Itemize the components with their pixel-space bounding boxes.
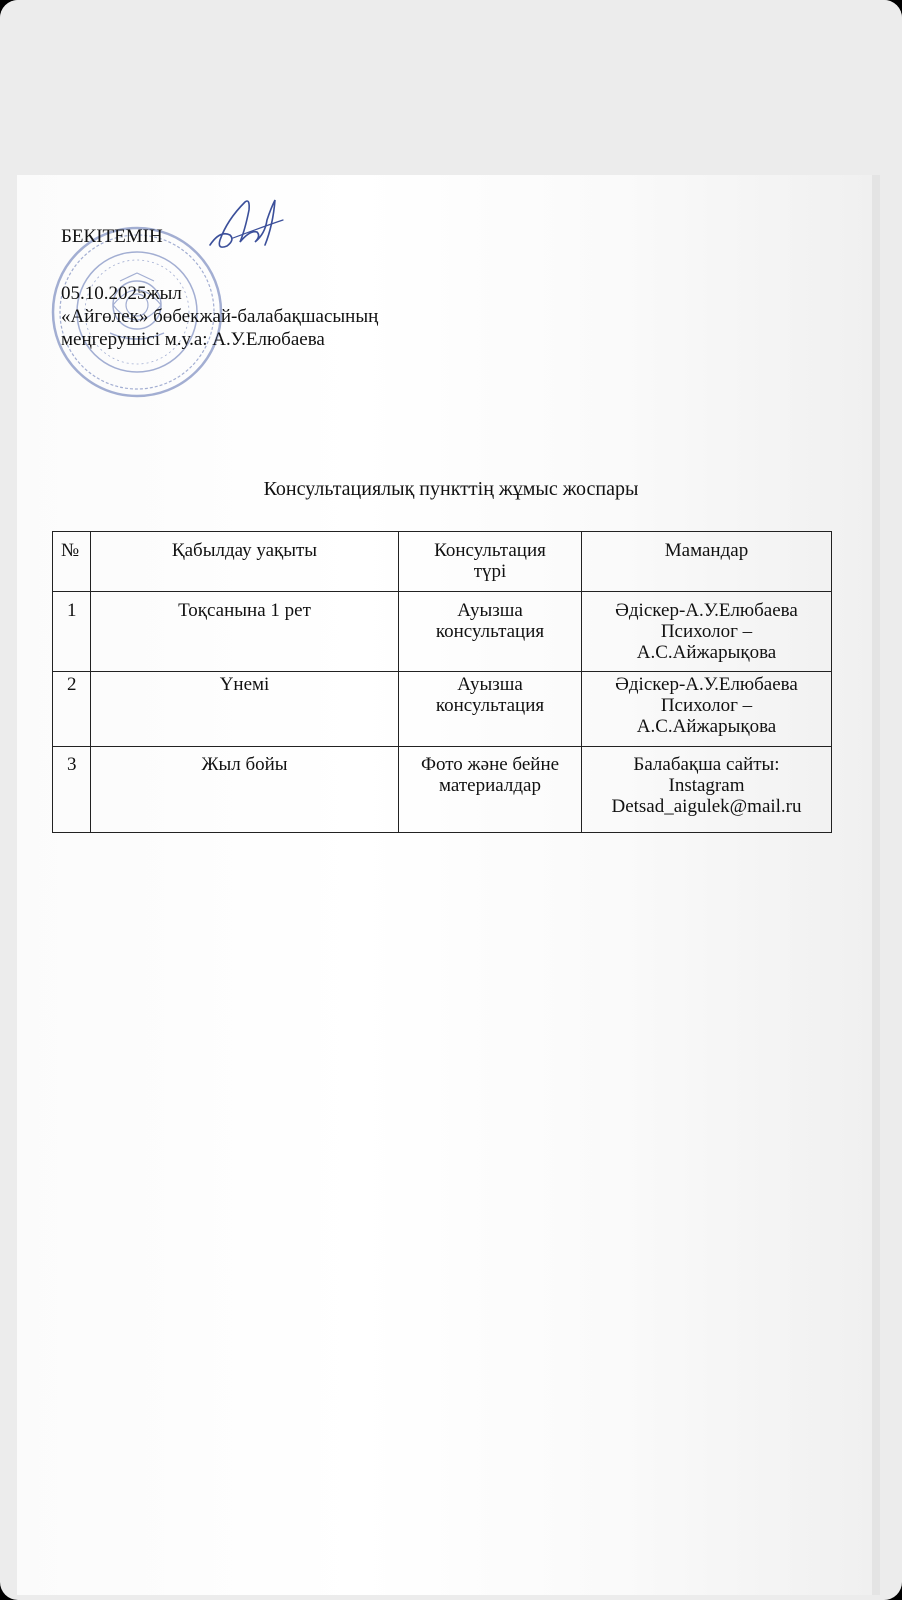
row-type [399,672,582,747]
row-number: 2 [53,672,91,747]
header-consultation-type [399,532,582,592]
table-header-row [53,532,832,592]
row-spec-line2: Психолог – [660,621,753,642]
row-number: 3 [53,747,91,833]
approval-institution: «Айгөлек» бөбекжай-балабақшасының [61,306,379,327]
row-spec-line3: Detsad_aigulek@mail.ru [611,796,802,817]
row-type [399,747,582,833]
header-type-line1: Консультация [434,540,546,561]
approval-heading: БЕКІТЕМІН [61,226,163,247]
row-type-line2: материалдар [439,775,541,796]
table-row [53,672,832,747]
row-spec-line1: Әдіскер-А.У.Елюбаева [615,674,798,695]
row-number: 1 [53,592,91,672]
approval-block [61,225,481,351]
row-spec-line2: Психолог – [660,695,753,716]
row-spec-line3: А.С.Айжарықова [636,716,777,737]
row-type-line1: Ауызша [457,674,523,695]
header-reception-time: Қабылдау уақыты [91,532,399,592]
row-type-line1: Ауызша [457,600,523,621]
row-type-line1: Фото және бейне [420,754,560,775]
row-spec-line3: А.С.Айжарықова [636,642,777,663]
header-type-line2: түрі [473,561,507,582]
row-spec-line1: Балабақша сайты: [633,754,780,775]
table-row [53,747,832,833]
header-number: № [53,532,91,592]
row-type-line2: консультация [435,621,545,642]
viewer-top-area [0,0,902,175]
row-type [399,592,582,672]
row-type-line2: консультация [435,695,545,716]
row-spec-line1: Әдіскер-А.У.Елюбаева [615,600,798,621]
approval-signatory: меңгерушісі м.у.а: А.У.Елюбаева [61,329,325,350]
row-spec-line2: Instagram [668,775,745,796]
row-specialists [582,672,832,747]
header-specialists: Мамандар [582,532,832,592]
row-time: Тоқсанына 1 рет [91,592,399,672]
row-specialists [582,747,832,833]
row-specialists [582,592,832,672]
table-row [53,592,832,672]
approval-date: 05.10.2025жыл [61,283,182,304]
page-shadow-edge [872,175,880,1595]
row-time: Үнемі [91,672,399,747]
consultation-plan-table [52,531,832,833]
document-title: Консультациялық пункттің жұмыс жоспары [263,478,639,500]
row-time: Жыл бойы [91,747,399,833]
